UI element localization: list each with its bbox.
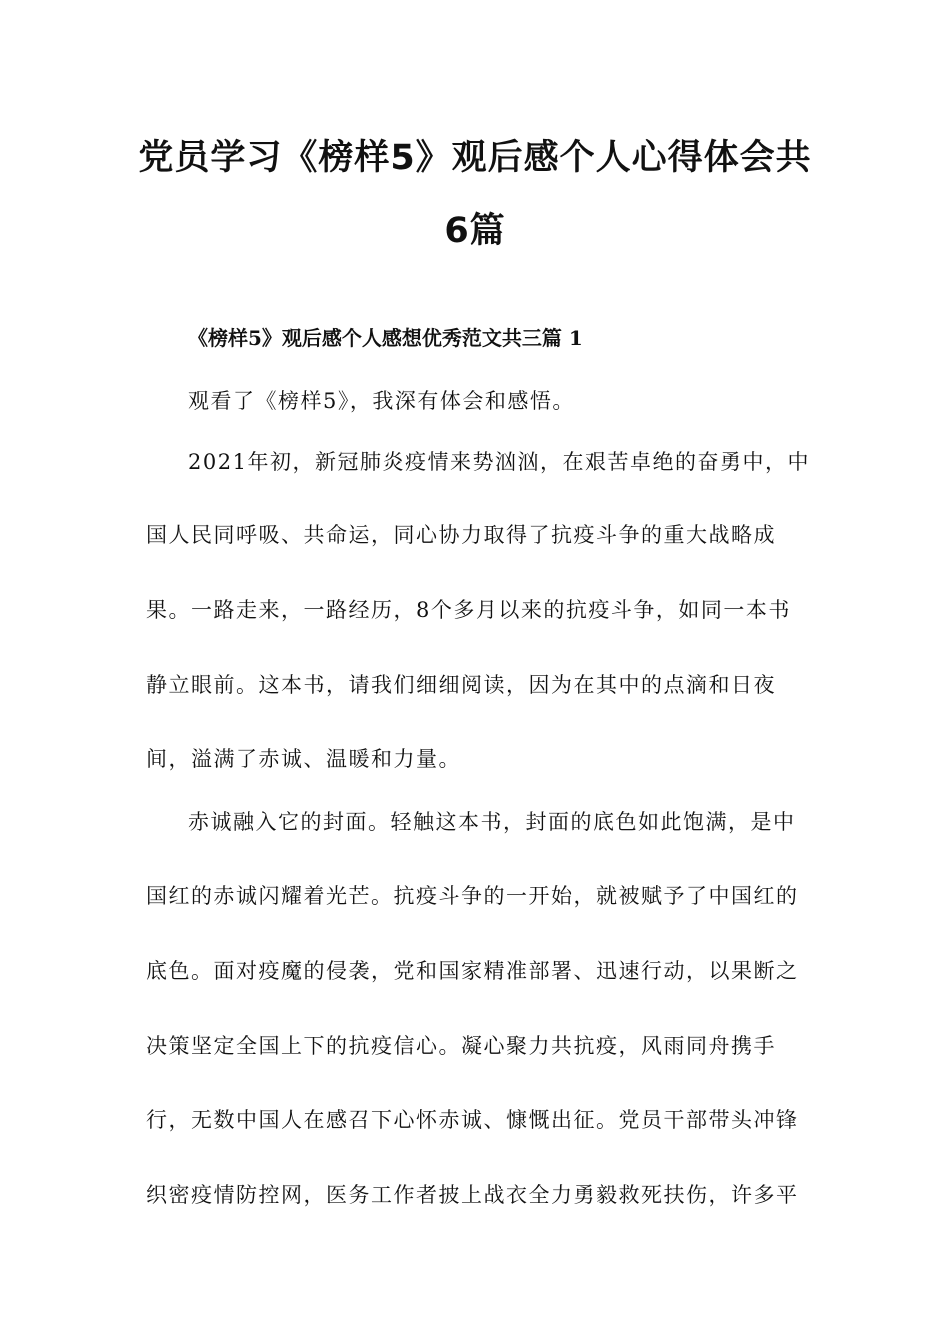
- paragraph-line: 赤诚融入它的封面。轻触这本书，封面的底色如此饱满，是中: [188, 810, 796, 834]
- paragraph-line: 2021年初，新冠肺炎疫情来势汹汹，在艰苦卓绝的奋勇中，中: [188, 450, 810, 474]
- section-heading: 《榜样5》观后感个人感想优秀范文共三篇 1: [188, 326, 583, 350]
- paragraph-line: 行，无数中国人在感召下心怀赤诚、慷慨出征。党员干部带头冲锋: [146, 1108, 799, 1132]
- paragraph-line: 织密疫情防控网，医务工作者披上战衣全力勇毅救死扶伤，许多平: [146, 1183, 799, 1207]
- paragraph-line: 静立眼前。这本书，请我们细细阅读，因为在其中的点滴和日夜: [146, 673, 776, 697]
- paragraph-line: 果。一路走来，一路经历，8个多月以来的抗疫斗争，如同一本书: [146, 598, 791, 622]
- paragraph-line: 国红的赤诚闪耀着光芒。抗疫斗争的一开始，就被赋予了中国红的: [146, 884, 799, 908]
- paragraph-line: 观看了《榜样5》，我深有体会和感悟。: [188, 389, 575, 413]
- paragraph-line: 间，溢满了赤诚、温暖和力量。: [146, 747, 461, 771]
- paragraph-line: 国人民同呼吸、共命运，同心协力取得了抗疫斗争的重大战略成: [146, 523, 776, 547]
- document-title-line-2: 6篇: [444, 211, 506, 251]
- document-title-line-1: 党员学习《榜样5》观后感个人心得体会共: [138, 138, 812, 178]
- paragraph-line: 底色。面对疫魔的侵袭，党和国家精准部署、迅速行动，以果断之: [146, 959, 799, 983]
- paragraph-line: 决策坚定全国上下的抗疫信心。凝心聚力共抗疫，风雨同舟携手: [146, 1034, 776, 1058]
